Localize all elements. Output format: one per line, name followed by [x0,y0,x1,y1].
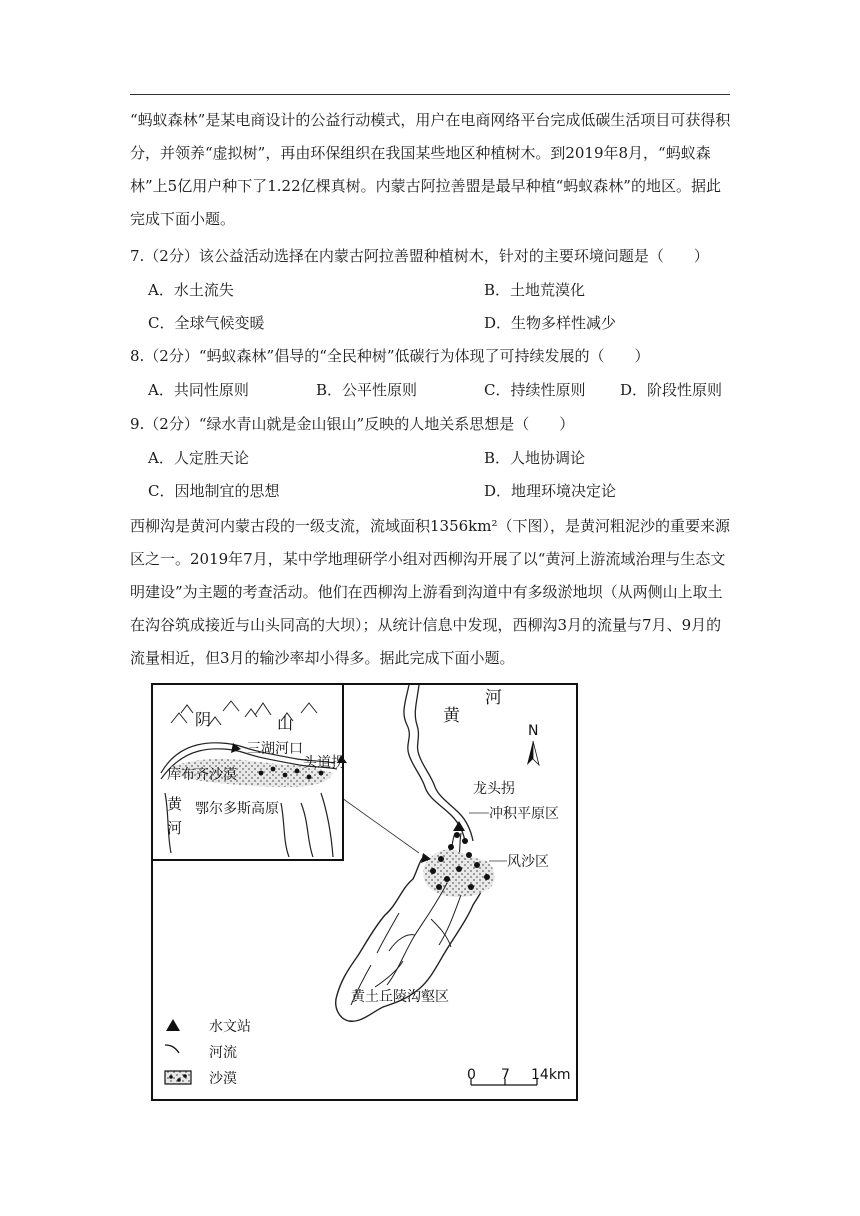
label-yin: 阴 [195,710,212,729]
intro-paragraph-2: 西柳沟是黄河内蒙古段的一级支流，流域面积1356km²（下图），是黄河粗泥沙的重要来源区之一。2019年7月，某中学地理研学小组对西柳沟开展了以“黄河上游流域治理与生态文明建设”为主题的考查活动。他们在西柳沟上游看到沟道中有多级淤地坝（从两侧山上取土在沟谷筑成接近与山头同高的大坝）；从统计信息中发现，西柳沟3月的流量与7月、9月的流量相近，但3月的输沙率却小得多。据此完成下面小题。 [130,517,731,667]
legend-desert-label: 沙漠 [209,1071,237,1087]
question-7-options-2 [130,307,732,340]
option-9d[interactable]: D．地理环境决定论 [484,482,617,500]
label-he-inset: 河 [167,819,183,837]
xiliugou-map [151,683,578,1101]
north-arrow-label: N [528,723,539,739]
question-8-stem: 8.（2分）“蚂蚁森林”倡导的“全民种树”低碳行为体现了可持续发展的（ ） [130,347,650,365]
question-7-stem: 7.（2分）该公益活动选择在内蒙古阿拉善盟种植树木，针对的主要环境问题是（ ） [130,247,709,265]
option-7b[interactable]: B．土地荒漠化 [484,281,586,299]
label-huang-main: 黄 [443,706,460,726]
label-huang-inset: 黄 [167,795,183,813]
option-8d[interactable]: D．阶段性原则 [620,381,723,399]
option-8c[interactable]: C．持续性原则 [484,381,586,399]
legend-desert-icon [165,1071,191,1084]
question-9-stem: 9.（2分）“绿水青山就是金山银山”反映的人地关系思想是（ ） [130,415,575,433]
scale-7: 7 [501,1067,510,1083]
question-9-options-2 [130,475,732,508]
legend-station-label: 水文站 [209,1019,251,1035]
option-8b[interactable]: B．公平性原则 [316,381,418,399]
label-loess: 黄土丘陵沟壑区 [351,989,449,1005]
option-9c[interactable]: C．因地制宜的思想 [148,482,280,500]
option-7c[interactable]: C．全球气候变暖 [148,314,265,332]
scale-0: 0 [467,1067,476,1083]
label-toudaoguai: 头道拐 [303,755,345,771]
label-he-main: 河 [485,688,502,708]
label-sanhuhekou: 三湖河口 [247,741,303,757]
label-longtouguai: 龙头拐 [473,781,515,797]
option-7d[interactable]: D．生物多样性减少 [484,314,617,332]
question-8-options [130,374,732,407]
option-9b[interactable]: B．人地协调论 [484,449,586,467]
question-9-options [130,442,732,475]
label-shan: 山 [277,714,294,733]
option-9a[interactable]: A．人定胜天论 [148,449,249,467]
label-plain: 冲积平原区 [489,806,559,822]
legend-river-label: 河流 [209,1045,237,1061]
intro-paragraph-1: “蚂蚁森林”是某电商设计的公益行动模式，用户在电商网络平台完成低碳生活项目可获得积分，并领养“虚拟树”，再由环保组织在我国某些地区种植树木。到2019年8月，“蚂蚁森林”上5亿用户种下了1.22亿棵真树。内蒙古阿拉善盟是最早种植“蚂蚁森林”的地区。据此完成下面小题。 [130,111,731,228]
header-rule [130,94,730,95]
label-sand: 风沙区 [507,854,549,870]
label-ordos: 鄂尔多斯高原 [195,801,279,817]
question-7-options [130,274,732,307]
option-7a[interactable]: A．水土流失 [148,281,234,299]
label-kubuqi: 库布齐沙漠 [167,767,237,783]
map-svg [151,683,578,1101]
option-8a[interactable]: A．共同性原则 [148,381,249,399]
scale-14: 14km [531,1067,571,1083]
